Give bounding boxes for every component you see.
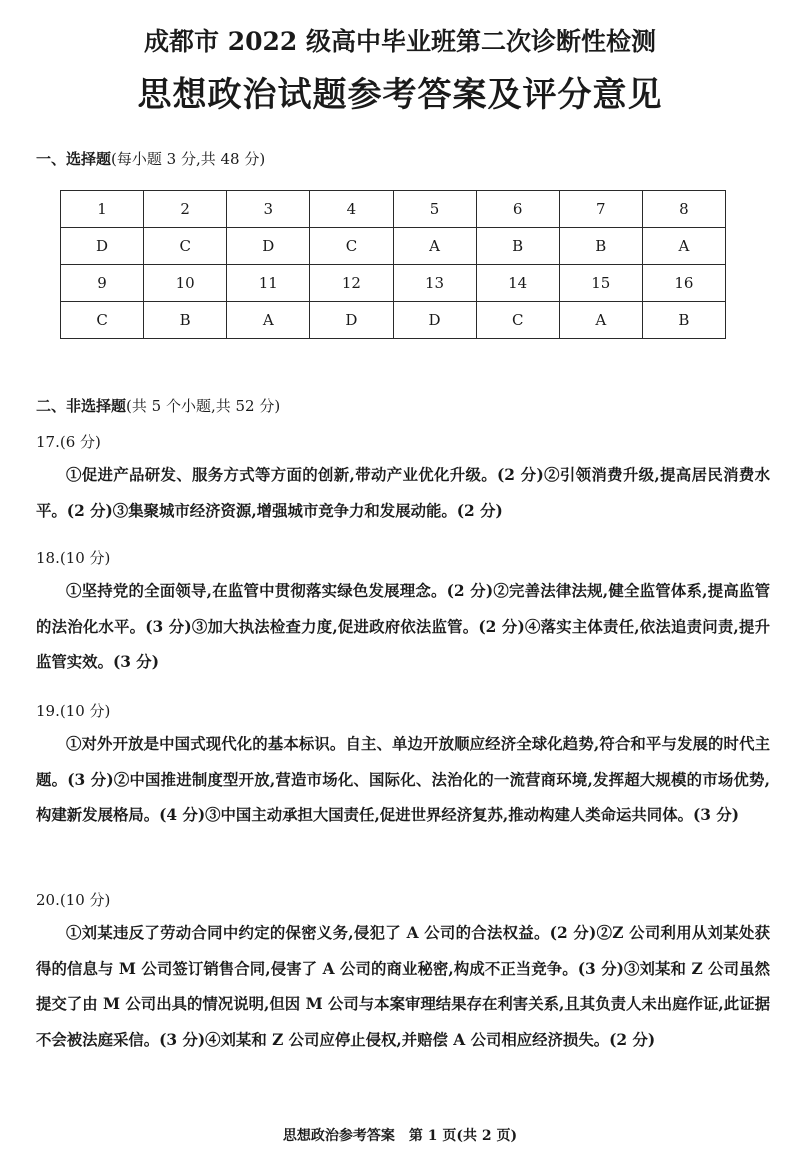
table-row bbox=[61, 265, 726, 302]
document-title: 思想政治试题参考答案及评分意见 bbox=[137, 75, 663, 115]
answer-cell: A bbox=[642, 228, 725, 265]
question-number-cell: 14 bbox=[476, 265, 559, 302]
question-number-cell: 5 bbox=[393, 191, 476, 228]
question-20-label: 20.(10 分) bbox=[36, 891, 111, 909]
question-number-cell: 3 bbox=[227, 191, 310, 228]
question-19-answer: ①对外开放是中国式现代化的基本标识。自主、单边开放顺应经济全球化趋势,符合和平与发展的时代主题。(3 分)②中国推进制度型开放,营造市场化、国际化、法治化的一流营商环境,发挥超大规模的市场优势,构建新发展格局。(4 分)③中国主动承担大国责任,促进世界经济复苏,推动构建人类命运共同体。(3 分) bbox=[36, 735, 770, 824]
section1-title: 一、选择题 bbox=[36, 150, 112, 168]
question-19-label: 19.(10 分) bbox=[36, 702, 111, 720]
answer-cell: B bbox=[144, 302, 227, 339]
table-row bbox=[61, 228, 726, 265]
question-number-cell: 2 bbox=[144, 191, 227, 228]
answer-table bbox=[60, 190, 726, 339]
answer-cell: B bbox=[642, 302, 725, 339]
section2-heading bbox=[36, 395, 280, 417]
question-number-cell: 8 bbox=[642, 191, 725, 228]
question-18-answer: ①坚持党的全面领导,在监管中贯彻落实绿色发展理念。(2 分)②完善法律法规,健全监管体系,提高监管的法治化水平。(3 分)③加大执法检查力度,促进政府依法监管。(2 分)④落实主体责任,依法追责问责,提升监管实效。(3 分) bbox=[36, 582, 770, 671]
question-number-cell: 7 bbox=[559, 191, 642, 228]
answer-cell: C bbox=[61, 302, 144, 339]
answer-cell: A bbox=[559, 302, 642, 339]
answer-cell: D bbox=[310, 302, 393, 339]
answer-cell: A bbox=[227, 302, 310, 339]
answer-cell: C bbox=[144, 228, 227, 265]
section2-note: (共 5 个小题,共 52 分) bbox=[126, 397, 281, 415]
answer-cell: B bbox=[476, 228, 559, 265]
question-number-cell: 12 bbox=[310, 265, 393, 302]
question-number-cell: 6 bbox=[476, 191, 559, 228]
section2-title: 二、非选择题 bbox=[36, 397, 127, 415]
table-row bbox=[61, 302, 726, 339]
question-number-cell: 11 bbox=[227, 265, 310, 302]
answer-cell: D bbox=[393, 302, 476, 339]
question-18-label: 18.(10 分) bbox=[36, 549, 111, 567]
answer-cell: C bbox=[310, 228, 393, 265]
question-number-cell: 10 bbox=[144, 265, 227, 302]
question-number-cell: 16 bbox=[642, 265, 725, 302]
question-number-cell: 13 bbox=[393, 265, 476, 302]
question-17-label: 17.(6 分) bbox=[36, 433, 101, 451]
answer-cell: D bbox=[61, 228, 144, 265]
question-17-answer: ①促进产品研发、服务方式等方面的创新,带动产业优化升级。(2 分)②引领消费升级,提高居民消费水平。(2 分)③集聚城市经济资源,增强城市竞争力和发展动能。(2 分) bbox=[36, 466, 770, 520]
question-number-cell: 15 bbox=[559, 265, 642, 302]
answer-cell: D bbox=[227, 228, 310, 265]
table-row bbox=[61, 191, 726, 228]
question-number-cell: 1 bbox=[61, 191, 144, 228]
page-footer: 思想政治参考答案 第 1 页(共 2 页) bbox=[282, 1128, 518, 1144]
answer-cell: C bbox=[476, 302, 559, 339]
section1-note: (每小题 3 分,共 48 分) bbox=[111, 150, 266, 168]
answer-cell: B bbox=[559, 228, 642, 265]
section1-heading bbox=[36, 148, 265, 170]
question-number-cell: 9 bbox=[61, 265, 144, 302]
question-20-answer: ①刘某违反了劳动合同中约定的保密义务,侵犯了 A 公司的合法权益。(2 分)②Z 公司利用从刘某处获得的信息与 M 公司签订销售合同,侵害了 A 公司的商业秘密,构成不正当竞争。(3 分)③刘某和 Z 公司虽然提交了由 M 公司出具的情况说明,但因 M 公司与本案审理结果存在利害关系,且其负责人未出庭作证,此证据不会被法庭采信。(3 分)④刘某和 Z 公司应停止侵权,并赔偿 A 公司相应经济损失。(2 分) bbox=[36, 924, 770, 1049]
exam-title: 成都市 2022 级高中毕业班第二次诊断性检测 bbox=[144, 27, 656, 56]
question-number-cell: 4 bbox=[310, 191, 393, 228]
answer-cell: A bbox=[393, 228, 476, 265]
